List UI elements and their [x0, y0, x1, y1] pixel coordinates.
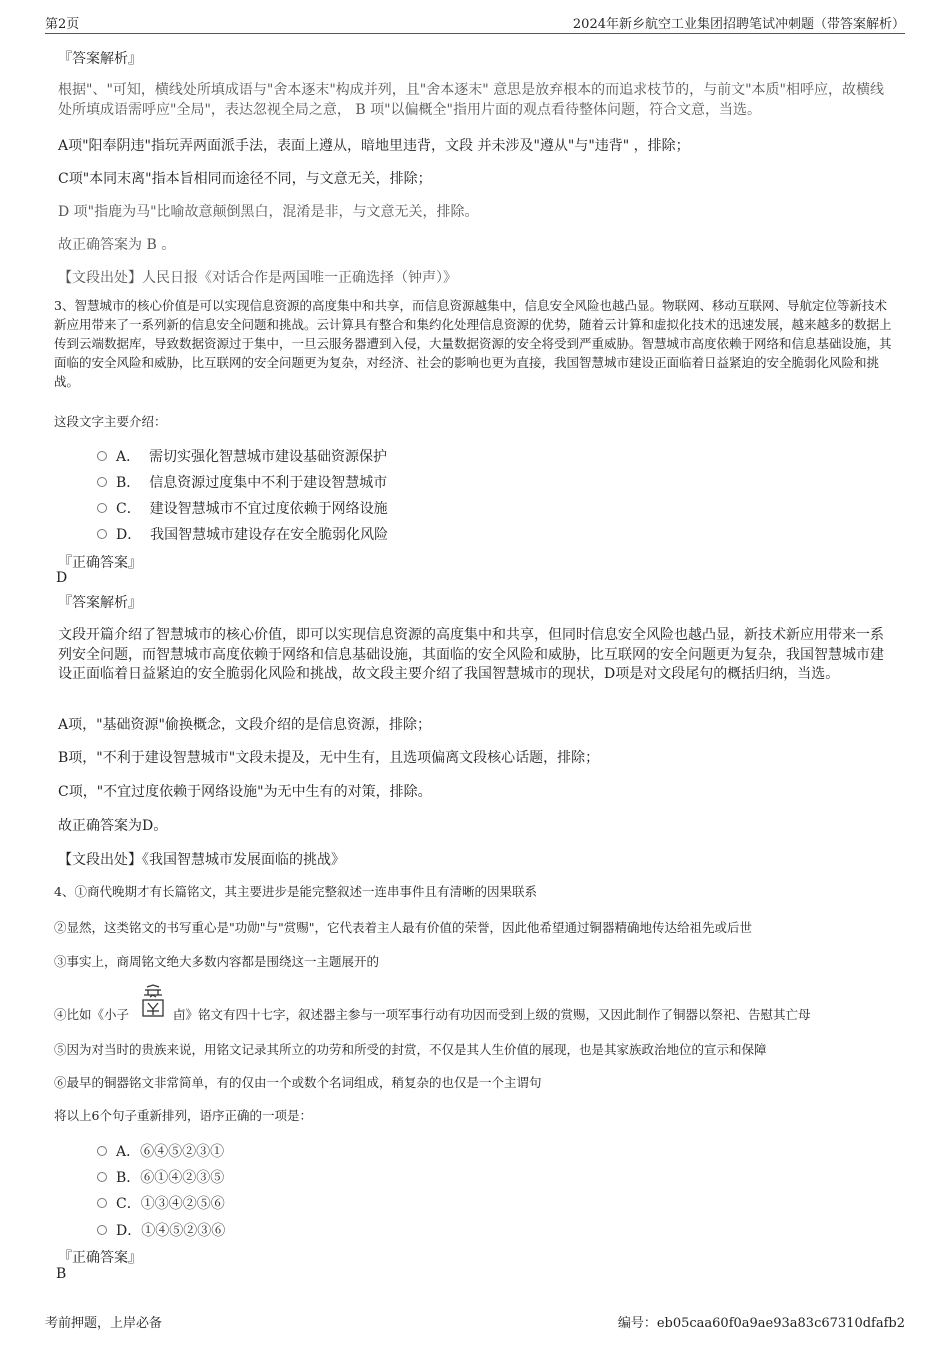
radio-icon[interactable]	[97, 1172, 107, 1182]
q3-option-d[interactable]	[97, 524, 388, 544]
radio-icon[interactable]	[97, 529, 107, 539]
document-title: 2024年新乡航空工业集团招聘笔试冲刺题（带答案解析）	[572, 17, 905, 32]
option-key: C．	[116, 1196, 141, 1212]
option-key: D．	[116, 527, 142, 543]
q3-question: 这段文字主要介绍：	[54, 414, 167, 429]
q3-analysis-paragraph: 文段开篇介绍了智慧城市的核心价值，即可以实现信息资源的高度集中和共享，但同时信息安全风险也越凸显，新技术新应用带来一系列安全问题，而智慧城市高度依赖于网络和信息基础设施，其面临的安全风险和威胁，比互联网的安全问题更为复杂，我国智慧城市建设正面临着日益紧迫的安全脆弱化风险和挑战，故文段主要介绍了我国智慧城市的现状，D项是对文段尾句的概括归纳，当选。	[58, 627, 884, 682]
option-text: ⑥④⑤②③①	[140, 1144, 225, 1160]
q3-option-c[interactable]	[97, 498, 388, 518]
radio-icon[interactable]	[97, 503, 107, 513]
radio-icon[interactable]	[97, 1146, 107, 1156]
document-serial: 编号：eb05caa60f0a9ae93a83c67310dfafb2	[617, 1316, 905, 1331]
q2-analysis-option-c: C项"本同末离"指本旨相同而途径不同，与文意无关，排除；	[58, 171, 432, 187]
option-key: D．	[116, 1223, 142, 1239]
q3-conclusion: 故正确答案为D。	[58, 818, 168, 834]
q4-sentence-4-start: ④比如《小子	[54, 1007, 130, 1022]
option-text: ①③④②⑤⑥	[140, 1196, 225, 1212]
q2-analysis-label: 『答案解析』	[58, 51, 142, 67]
q3-source: 【文段出处】《我国智慧城市发展面临的挑战》	[58, 852, 345, 868]
q4-sentence-6: ⑥最早的铜器铭文非常简单，有的仅由一个或数个名词组成，稍复杂的也仅是一个主谓句	[54, 1075, 542, 1090]
option-text: ①④⑤②③⑥	[141, 1223, 226, 1239]
option-key: A．	[116, 449, 141, 465]
q4-sentence-1: 4、①商代晚期才有长篇铭文，其主要进步是能完整叙述一连串事件且有清晰的因果联系	[54, 884, 537, 899]
page-footer	[45, 1312, 905, 1331]
q4-option-c[interactable]	[97, 1193, 225, 1213]
q3-analysis-option-c: C项，"不宜过度依赖于网络设施"为无中生有的对策，排除。	[58, 784, 432, 800]
q4-option-a[interactable]	[97, 1141, 224, 1161]
q3-option-b[interactable]	[97, 472, 387, 492]
q4-question: 将以上6个句子重新排列，语序正确的一项是：	[54, 1108, 312, 1123]
q2-analysis-paragraph: 根据"、"可知，横线处所填成语与"舍本逐末"构成并列，且"舍本逐末" 意思是放弃根本的而追求枝节的，与前文"本质"相呼应，故横线处所填成语需呼应"全局"，表达忽视全局之意， B 项"以偏概全"指用片面的观点看待整体问题，符合文意，当选。	[58, 82, 884, 118]
q4-option-b[interactable]	[97, 1167, 224, 1187]
archaic-character-icon	[136, 984, 170, 1018]
radio-icon[interactable]	[97, 451, 107, 461]
q3-analysis-label: 『答案解析』	[58, 595, 142, 611]
option-key: B．	[116, 1170, 141, 1186]
footer-slogan: 考前押题，上岸必备	[45, 1316, 163, 1331]
radio-icon[interactable]	[97, 1225, 107, 1235]
q4-answer-label: 『正确答案』	[58, 1250, 142, 1266]
q4-sentence-2: ②显然，这类铭文的书写重心是"功勋"与"赏赐"，它代表着主人最有价值的荣誉，因此他希望通过铜器精确地传达给祖先或后世	[54, 920, 753, 935]
q4-sentence-3: ③事实上，商周铭文绝大多数内容都是围绕这一主题展开的	[54, 954, 380, 969]
q4-sentence-4-end: 卣》铭文有四十七字，叙述器主参与一项军事行动有功因而受到上级的赏赐，又因此制作了铜器以祭祀、告慰其亡母	[173, 1007, 811, 1022]
q2-source: 【文段出处】人民日报《对话合作是两国唯一正确选择（钟声）》	[58, 270, 457, 286]
option-text: 建设智慧城市不宜过度依赖于网络设施	[149, 501, 388, 517]
q3-answer: D	[56, 570, 68, 586]
radio-icon[interactable]	[97, 477, 107, 487]
option-text: 信息资源过度集中不利于建设智慧城市	[149, 475, 388, 491]
q3-analysis-option-b: B项，"不利于建设智慧城市"文段未提及，无中生有，且选项偏离文段核心话题，排除；	[58, 750, 600, 766]
q2-analysis-option-d: D 项"指鹿为马"比喻故意颠倒黑白，混淆是非，与文意无关，排除。	[58, 204, 479, 220]
page-header	[45, 13, 905, 34]
page-number: 第2页	[45, 17, 80, 32]
option-text: 需切实强化智慧城市建设基础资源保护	[149, 449, 388, 465]
option-key: A．	[116, 1144, 141, 1160]
option-key: C．	[116, 501, 141, 517]
q4-sentence-5: ⑤因为对当时的贵族来说，用铭文记录其所立的功劳和所受的封赏，不仅是其人生价值的展现，也是其家族政治地位的宣示和保障	[54, 1042, 767, 1057]
option-key: B．	[116, 475, 141, 491]
option-text: ⑥①④②③⑤	[140, 1170, 225, 1186]
q4-answer: B	[56, 1266, 67, 1282]
q4-option-d[interactable]	[97, 1220, 225, 1240]
q2-conclusion: 故正确答案为 B 。	[58, 237, 176, 253]
option-text: 我国智慧城市建设存在安全脆弱化风险	[150, 527, 389, 543]
radio-icon[interactable]	[97, 1198, 107, 1208]
q3-stem: 3、智慧城市的核心价值是可以实现信息资源的高度集中和共享，而信息资源越集中，信息安全风险也越凸显。物联网、移动互联网、导航定位等新技术新应用带来了一系列新的信息安全问题和挑战。云计算具有整合和集约化处理信息资源的优势，随着云计算和虚拟化技术的迅速发展，越来越多的数据上传到云端数据库，导致数据资源过于集中，一旦云服务器遭到入侵，大量数据资源的安全将受到严重威胁。智慧城市高度依赖于网络和信息基础设施，其面临的安全风险和威胁，比互联网的安全问题更为复杂，对经济、社会的影响也更为直接，我国智慧城市建设正面临着日益紧迫的安全脆弱化风险和挑战。	[54, 298, 892, 389]
q2-analysis-option-a: A项"阳奉阴违"指玩弄两面派手法，表面上遵从，暗地里违背，文段 并未涉及"遵从"与"违背" ，排除；	[58, 138, 690, 154]
q3-option-a[interactable]	[97, 446, 387, 466]
q3-answer-label: 『正确答案』	[58, 555, 142, 571]
q3-analysis-option-a: A项，"基础资源"偷换概念，文段介绍的是信息资源，排除；	[58, 717, 431, 733]
